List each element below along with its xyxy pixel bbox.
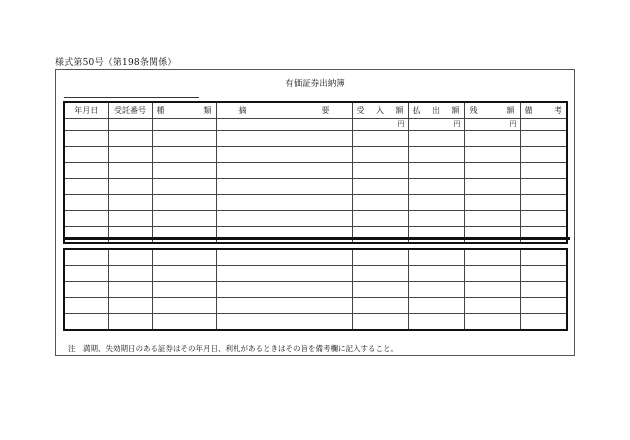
table-cell[interactable]: [464, 266, 520, 282]
table-cell[interactable]: [520, 179, 567, 195]
column-header-payout-amount: [408, 102, 464, 119]
table-cell[interactable]: [64, 163, 108, 179]
table-cell[interactable]: [520, 195, 567, 211]
table-cell[interactable]: [464, 147, 520, 163]
table-cell[interactable]: [64, 282, 108, 298]
table-cell[interactable]: [216, 266, 352, 282]
column-header-text: 類: [203, 106, 212, 115]
table-cell[interactable]: [108, 227, 152, 244]
column-header-text: 摘: [238, 106, 247, 115]
table-cell[interactable]: [520, 249, 567, 266]
table-cell[interactable]: [520, 119, 567, 131]
table-cell[interactable]: [108, 119, 152, 131]
table-cell[interactable]: [408, 211, 464, 227]
table-cell[interactable]: [108, 179, 152, 195]
table-cell[interactable]: [520, 298, 567, 314]
table-cell[interactable]: [520, 211, 567, 227]
column-header-text: 払: [412, 106, 421, 115]
table-cell[interactable]: [464, 163, 520, 179]
footnote: 注 満期、失効期日のある証券はその年月日、利札があるときはその旨を備考欄に記入すること。: [68, 344, 398, 353]
ledger-table-lower: [63, 248, 568, 331]
header-row: [64, 102, 567, 119]
column-header-text: 年月日: [74, 106, 99, 115]
table-row: [64, 195, 567, 211]
column-header-text: 残: [469, 106, 478, 115]
column-header-date: [64, 102, 108, 119]
table-cell[interactable]: [64, 147, 108, 163]
table-cell[interactable]: [464, 249, 520, 266]
table-cell[interactable]: [520, 147, 567, 163]
table-row: [64, 163, 567, 179]
column-header-text: 額: [395, 106, 404, 115]
form-number-label: 様式第50号（第198条関係）: [55, 58, 177, 68]
table-cell[interactable]: [108, 314, 152, 331]
section-divider: [63, 237, 570, 240]
table-cell[interactable]: [408, 249, 464, 266]
table-cell[interactable]: [152, 282, 216, 298]
table-cell[interactable]: [408, 227, 464, 244]
table-cell[interactable]: [408, 179, 464, 195]
table-row: [64, 266, 567, 282]
column-header-text: 備: [524, 106, 533, 115]
table-cell[interactable]: [352, 266, 408, 282]
table-row: [64, 211, 567, 227]
column-header-text: 受託番号: [114, 106, 146, 115]
table-cell[interactable]: [152, 131, 216, 147]
table-cell[interactable]: [108, 249, 152, 266]
table-row: [64, 298, 567, 314]
table-cell[interactable]: [352, 131, 408, 147]
table-cell[interactable]: [152, 314, 216, 331]
table-cell[interactable]: [64, 298, 108, 314]
table-cell[interactable]: [216, 119, 352, 131]
table-cell[interactable]: [108, 266, 152, 282]
table-row: [64, 131, 567, 147]
table-cell[interactable]: [464, 179, 520, 195]
table-cell[interactable]: [216, 314, 352, 331]
table-cell[interactable]: [152, 298, 216, 314]
column-header-text: 出: [432, 106, 440, 115]
table-cell[interactable]: [152, 266, 216, 282]
table-cell[interactable]: [352, 179, 408, 195]
table-cell[interactable]: [464, 298, 520, 314]
column-header-receipt-number: [108, 102, 152, 119]
table-cell[interactable]: [216, 282, 352, 298]
table-cell[interactable]: [352, 147, 408, 163]
table-cell[interactable]: [352, 249, 408, 266]
table-cell[interactable]: [520, 163, 567, 179]
name-underline: [64, 97, 199, 98]
table-cell[interactable]: [108, 131, 152, 147]
table-cell[interactable]: [152, 227, 216, 244]
table-cell[interactable]: [108, 163, 152, 179]
table-cell[interactable]: [408, 195, 464, 211]
table-cell[interactable]: [464, 227, 520, 244]
table-cell[interactable]: [464, 131, 520, 147]
table-cell[interactable]: [408, 314, 464, 331]
table-cell[interactable]: [152, 249, 216, 266]
table-row: [64, 147, 567, 163]
table-cell[interactable]: [352, 195, 408, 211]
table-cell[interactable]: [520, 131, 567, 147]
table-cell[interactable]: [64, 227, 108, 244]
table-cell[interactable]: [64, 314, 108, 331]
table-cell[interactable]: [108, 282, 152, 298]
table-cell[interactable]: [352, 282, 408, 298]
table-cell[interactable]: [464, 211, 520, 227]
column-header-remarks: [520, 102, 567, 119]
table-cell[interactable]: [464, 195, 520, 211]
table-cell[interactable]: [520, 266, 567, 282]
table-cell[interactable]: [216, 298, 352, 314]
table-cell[interactable]: [152, 179, 216, 195]
column-header-description: [216, 102, 352, 119]
table-cell[interactable]: [216, 227, 352, 244]
table-cell[interactable]: [64, 119, 108, 131]
table-row: [64, 314, 567, 331]
table-cell[interactable]: [108, 195, 152, 211]
table-cell[interactable]: [64, 179, 108, 195]
table-cell[interactable]: [216, 179, 352, 195]
column-header-text: 受: [356, 106, 365, 115]
table-row: [64, 179, 567, 195]
table-cell[interactable]: [352, 227, 408, 244]
table-cell[interactable]: [216, 211, 352, 227]
ledger-table-upper: [63, 101, 568, 244]
table-cell[interactable]: [152, 119, 216, 131]
unit-cell[interactable]: 円: [464, 119, 520, 131]
table-cell[interactable]: [64, 131, 108, 147]
table-cell[interactable]: [64, 266, 108, 282]
table-cell[interactable]: [152, 195, 216, 211]
column-header-text: 種: [156, 106, 165, 115]
table-cell[interactable]: [64, 249, 108, 266]
table-cell[interactable]: [408, 147, 464, 163]
table-cell[interactable]: [108, 298, 152, 314]
unit-cell[interactable]: 円: [408, 119, 464, 131]
column-header-text: 考: [554, 106, 562, 115]
table-row: [64, 249, 567, 266]
table-cell[interactable]: [464, 314, 520, 331]
table-cell[interactable]: [216, 249, 352, 266]
column-header-text: 額: [506, 106, 515, 115]
table-cell[interactable]: [216, 163, 352, 179]
table-cell[interactable]: [408, 163, 464, 179]
table-cell[interactable]: [352, 211, 408, 227]
table-cell[interactable]: [216, 131, 352, 147]
column-header-text: 額: [451, 106, 460, 115]
table-cell[interactable]: [108, 211, 152, 227]
table-cell[interactable]: [64, 195, 108, 211]
table-cell[interactable]: [108, 147, 152, 163]
table-cell[interactable]: [408, 298, 464, 314]
table-cell[interactable]: [152, 147, 216, 163]
table-cell[interactable]: [520, 227, 567, 244]
table-cell[interactable]: [352, 163, 408, 179]
column-header-type: [152, 102, 216, 119]
table-cell[interactable]: [520, 314, 567, 331]
table-cell[interactable]: [152, 211, 216, 227]
table-cell[interactable]: [152, 163, 216, 179]
table-cell[interactable]: [352, 314, 408, 331]
column-header-receipt-amount: [352, 102, 408, 119]
table-cell[interactable]: [408, 266, 464, 282]
table-cell[interactable]: [216, 147, 352, 163]
table-row: [64, 227, 567, 244]
table-cell[interactable]: [216, 195, 352, 211]
table-cell[interactable]: [520, 282, 567, 298]
unit-row: [64, 119, 567, 131]
table-cell[interactable]: [464, 282, 520, 298]
table-row: [64, 282, 567, 298]
table-cell[interactable]: [408, 282, 464, 298]
table-cell[interactable]: [352, 298, 408, 314]
table-cell[interactable]: [408, 131, 464, 147]
column-header-text: 入: [376, 106, 384, 115]
column-header-text: 要: [321, 106, 330, 115]
ledger-frame: [55, 69, 575, 356]
document-title: 有価証券出納簿: [285, 79, 345, 89]
table-cell[interactable]: [64, 211, 108, 227]
column-header-balance: [464, 102, 520, 119]
unit-cell[interactable]: 円: [352, 119, 408, 131]
